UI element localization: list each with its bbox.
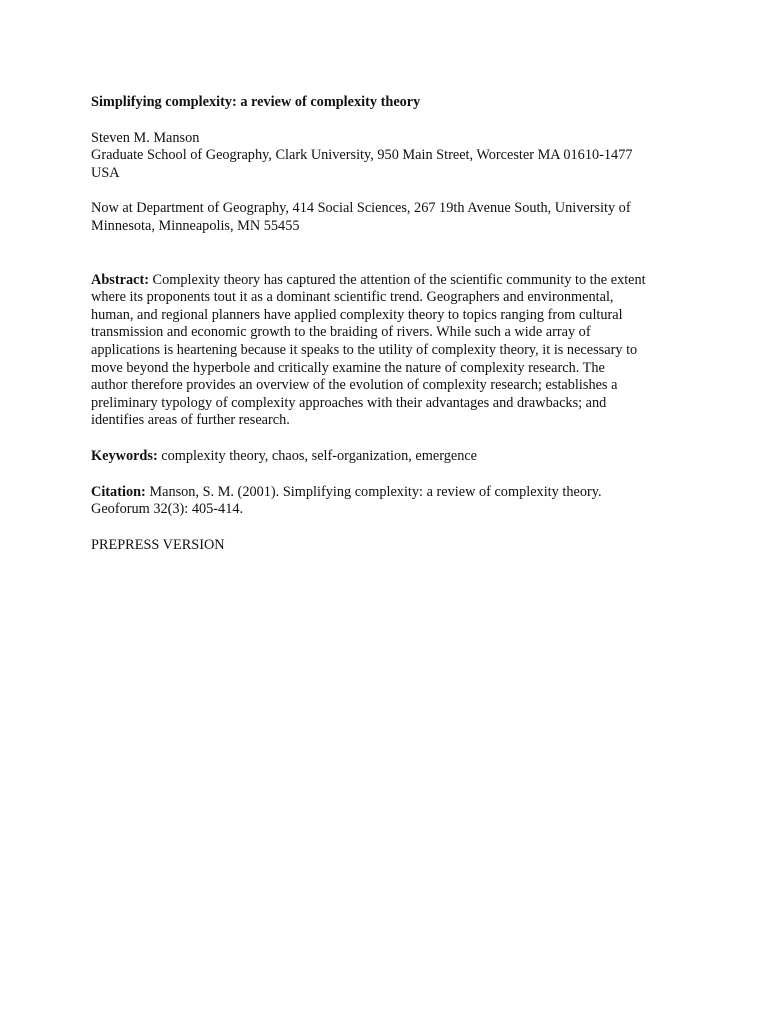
current-address-line: Minnesota, Minneapolis, MN 55455 <box>91 217 300 234</box>
citation-text: Manson, S. M. (2001). Simplifying complexity: a review of complexity theory. <box>145 483 602 500</box>
abstract-line <box>91 272 678 290</box>
author-block <box>91 130 678 183</box>
abstract-line: author therefore provides an overview of the evolution of complexity research; establishes a <box>91 377 618 394</box>
citation-line <box>91 484 678 502</box>
author-name: Steven M. Manson <box>91 129 200 146</box>
abstract-line: move beyond the hyperbole and critically examine the nature of complexity research. The <box>91 359 605 376</box>
version-note: PREPRESS VERSION <box>91 536 225 553</box>
current-address-block <box>91 200 678 235</box>
abstract-line: where its proponents tout it as a dominant scientific trend. Geographers and environmental, <box>91 289 614 306</box>
abstract-line: human, and regional planners have applied complexity theory to topics ranging from cultural <box>91 306 623 323</box>
abstract-line: applications is heartening because it speaks to the utility of complexity theory, it is necessary to <box>91 341 638 358</box>
keywords-line <box>91 448 678 466</box>
current-address-line: Now at Department of Geography, 414 Social Sciences, 267 19th Avenue South, University of <box>91 200 631 217</box>
abstract-line: transmission and economic growth to the braiding of rivers. While such a wide array of <box>91 324 591 341</box>
keywords-label: Keywords: <box>91 447 158 464</box>
keywords-text: complexity theory, chaos, self-organization, emergence <box>157 447 478 464</box>
citation-line: Geoforum 32(3): 405-414. <box>91 501 244 518</box>
affiliation-line: Graduate School of Geography, Clark University, 950 Main Street, Worcester MA 01610-1477 <box>91 147 633 164</box>
abstract-label: Abstract: <box>91 271 149 288</box>
abstract-line: identifies areas of further research. <box>91 412 290 429</box>
affiliation-line: USA <box>91 164 120 181</box>
citation-label: Citation: <box>91 483 146 500</box>
version-note-block <box>91 537 678 555</box>
keywords-block <box>91 448 678 466</box>
abstract-line: preliminary typology of complexity approaches with their advantages and drawbacks; and <box>91 394 607 411</box>
abstract-text: Complexity theory has captured the attention of the scientific community to the extent <box>148 271 646 288</box>
paper-title: Simplifying complexity: a review of complexity theory <box>91 94 421 110</box>
abstract-block <box>91 272 678 430</box>
citation-block <box>91 484 678 519</box>
